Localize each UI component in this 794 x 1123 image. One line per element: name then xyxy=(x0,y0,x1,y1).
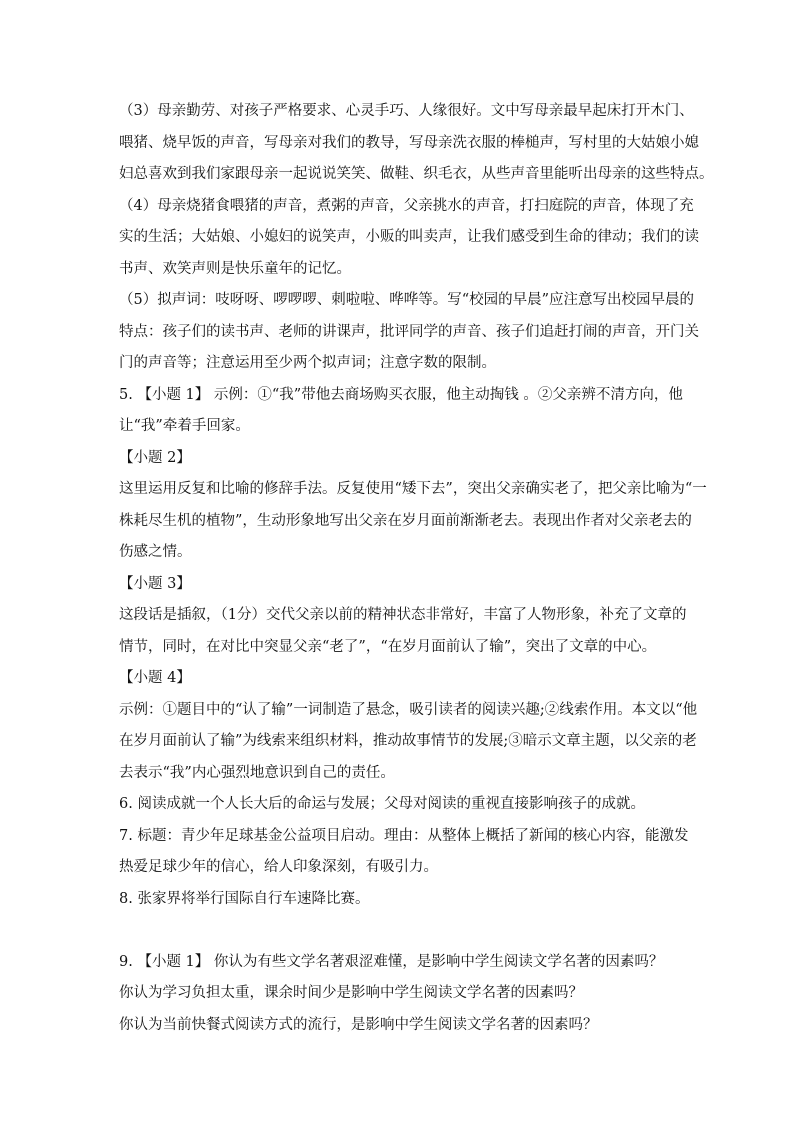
text-line: 9. 【小题 1】 你认为有些文学名著艰涩难懂，是影响中学生阅读文学名著的因素吗？ xyxy=(119,953,664,970)
text-line: 7. 标题：青少年足球基金公益项目启动。理由：从整体上概括了新闻的核心内容，能激发 xyxy=(119,827,689,844)
subquestion-heading: 【小题 4】 xyxy=(119,670,191,686)
text-line: 门的声音等；注意运用至少两个拟声词；注意字数的限制。 xyxy=(119,355,496,371)
text-line: 书声、欢笑声则是快乐童年的记忆。 xyxy=(119,260,351,277)
answer-text-block xyxy=(119,96,714,1041)
text-line: 你认为学习负担太重，课余时间少是影响中学生阅读文学名著的因素吗？ xyxy=(119,985,583,1001)
text-line: （4）母亲烧猪食喂猪的声音，煮粥的声音，父亲挑水的声音，打扫庭院的声音，体现了充 xyxy=(119,197,694,214)
text-line: （5）拟声词：吱呀呀、啰啰啰、刺啦啦、哗哗等。写“校园的早晨”应注意写出校园早晨的 xyxy=(119,292,695,308)
subquestion-heading: 【小题 2】 xyxy=(119,449,191,466)
text-line: 让“我”牵着手回家。 xyxy=(119,418,250,434)
text-line: 妇总喜欢到我们家跟母亲一起说说笑笑、做鞋、织毛衣，从些声音里能听出母亲的这些特点。 xyxy=(119,166,714,182)
blank-line xyxy=(119,915,679,947)
text-line: 实的生活；大姑娘、小媳妇的说笑声，小贩的叫卖声，让我们感受到生命的律动；我们的读 xyxy=(119,229,699,245)
text-line: 喂猪、烧早饭的声音，写母亲对我们的教导，写母亲洗衣服的棒槌声，写村里的大姑娘小媳 xyxy=(119,134,699,151)
text-line: 示例：①题目中的“认了输”一词制造了悬念，吸引读者的阅读兴趣;②线索作用。本文以“他 xyxy=(119,701,698,718)
text-line: 特点：孩子们的读书声、老师的讲课声，批评同学的声音、孩子们追赶打闹的声音，开门关 xyxy=(119,323,699,340)
text-line: 情节，同时，在对比中突显父亲“老了”，“在岁月面前认了输”，突出了文章的中心。 xyxy=(119,638,657,655)
text-line: 8. 张家界将举行国际自行车速降比赛。 xyxy=(119,890,370,907)
subquestion-heading: 【小题 3】 xyxy=(119,575,191,592)
text-line: 在岁月面前认了输”为线索来组织材料，推动故事情节的发展;③暗示文章主题，以父亲的老 xyxy=(119,733,697,749)
text-line: 你认为当前快餐式阅读方式的流行，是影响中学生阅读文学名著的因素吗？ xyxy=(119,1016,598,1033)
text-line: 6. 阅读成就一个人长大后的命运与发展；父母对阅读的重视直接影响孩子的成就。 xyxy=(119,796,645,812)
text-line: 这里运用反复和比喻的修辞手法。反复使用“矮下去”，突出父亲确实老了，把父亲比喻为“一 xyxy=(119,481,707,497)
text-line: 伤感之情。 xyxy=(119,544,192,560)
text-line: 5. 【小题 1】 示例：①“我”带他去商场购买衣服，他主动掏钱 。②父亲辨不清方向，他 xyxy=(119,386,683,403)
text-line: 这段话是插叙，（1分）交代父亲以前的精神状态非常好，丰富了人物形象，补充了文章的 xyxy=(119,607,687,623)
text-line: （3）母亲勤劳、对孩子严格要求、心灵手巧、人缘很好。文中写母亲最早起床打开木门、 xyxy=(119,103,694,119)
text-line: 去表示“我”内心强烈地意识到自己的责任。 xyxy=(119,764,395,781)
text-line: 株耗尽生机的植物”，生动形象地写出父亲在岁月面前渐渐老去。表现出作者对父亲老去的 xyxy=(119,512,692,529)
text-line: 热爱足球少年的信心，给人印象深刻，有吸引力。 xyxy=(119,859,438,875)
